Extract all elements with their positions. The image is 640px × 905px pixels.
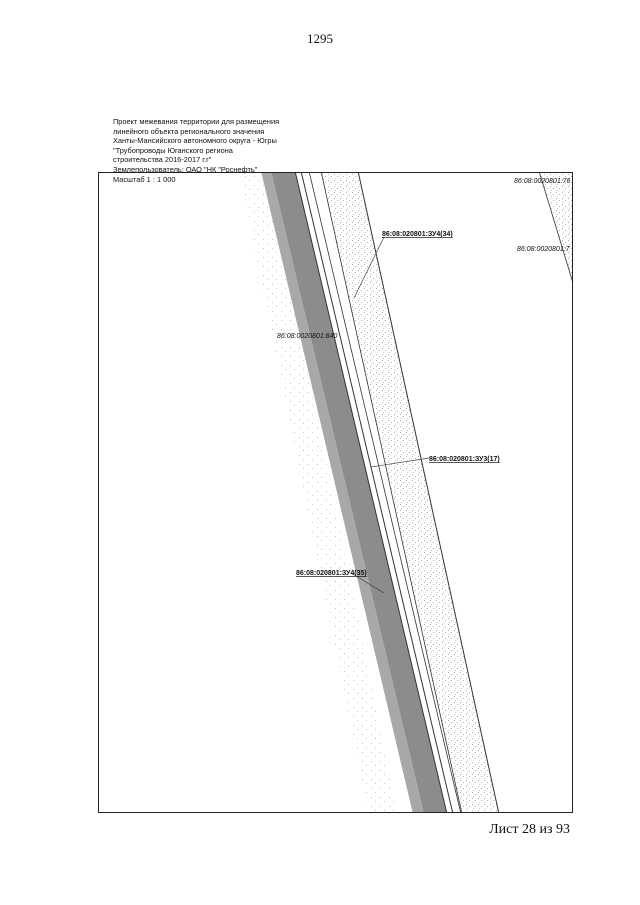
- parcel-label-zu4-34: 86:08:020801:ЗУ4(34): [382, 231, 453, 238]
- title-line-1: Проект межевания территории для размещения: [113, 117, 280, 126]
- land-user-line: Землепользователь: ОАО "НК "Роснефть": [113, 164, 258, 174]
- title-block: [113, 117, 313, 184]
- title-line-4: "Трубопроводы Юганского региона: [113, 145, 233, 155]
- sheet-number: Лист 28 из 93: [489, 822, 570, 837]
- parcel-label-zu4-35: 86:08:020801:ЗУ4(35): [296, 570, 367, 577]
- title-line-5: строительства 2016-2017 г.г": [113, 155, 212, 165]
- corner-parcel-area: [539, 173, 573, 293]
- title-line-3: Ханты-Мансийского автономного округа - Югры: [113, 136, 277, 146]
- title-line-2: линейного объекта регионального значения: [113, 126, 265, 136]
- page-number: 1295: [307, 31, 333, 46]
- cadastral-label-76: 86:08:0020801:76: [514, 178, 571, 185]
- cadastral-label-7: 86:08:0020801:7: [517, 246, 570, 253]
- map-frame: [98, 172, 573, 813]
- boundary-line-5: [358, 173, 499, 813]
- cadastral-label-840: 86:08:0020801:840: [277, 333, 338, 340]
- boundary-lines: [295, 173, 573, 813]
- parcel-label-zu3-17: 86:08:020801:ЗУ3(17): [429, 456, 500, 463]
- scale-line: Масштаб 1 : 1 000: [113, 174, 176, 184]
- map-svg: [99, 173, 573, 813]
